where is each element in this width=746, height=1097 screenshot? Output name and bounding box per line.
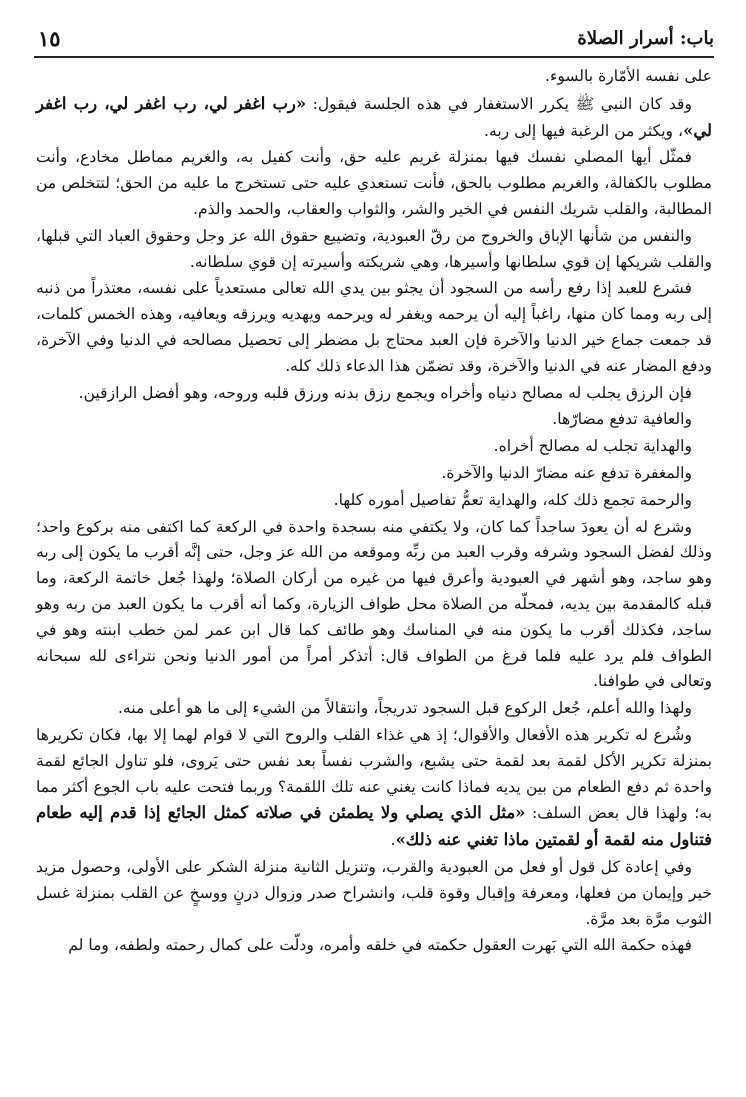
paragraph-text: والهداية تجلب له مصالح أخراه.: [493, 437, 692, 456]
paragraph: [36, 933, 712, 959]
paragraph-text: على نفسه الأمّارة بالسوء.: [545, 67, 712, 85]
paragraph-text: فهذه حكمة الله التي بَهرت العقول حكمته في خلقه وأمره، ودلّت على كمال رحمته ولطفه، وما لم: [68, 936, 692, 955]
paragraph: [36, 381, 712, 407]
paragraph: [36, 407, 712, 433]
paragraph: [36, 696, 712, 722]
page-number: ١٥: [38, 26, 61, 51]
paragraph: [36, 515, 712, 696]
paragraph-text: فإن الرزق يجلب له مصالح دنياه وأخراه ويجمع رزق بدنه ورزق قلبه وروحه، وهو أفضل الرازقين.: [78, 383, 692, 402]
paragraph-text: وفي إعادة كل قول أو فعل من العبودية والقرب، وتنزيل الثانية منزلة الشكر على الأولى، وحصول مزيد خير وإيمان من فعلها، ومعرفة وإقبال وقوة قلب، وانشراح صدر وزوال درنٍ ووسخٍ عن القلب بمنزلة غسل الثوب مرَّة بعد مرَّة.: [36, 857, 712, 928]
paragraph: [36, 434, 712, 460]
page-header: [34, 26, 714, 58]
paragraph-text: .: [390, 831, 396, 850]
paragraph: [36, 91, 712, 145]
page-body: [36, 64, 712, 1083]
hadith-quote: «رب اغفر لي، رب اغفر لي، رب اغفر لي»: [36, 93, 712, 140]
salaf-quote: «مثل الذي يصلي ولا يطمئن في صلاته كمثل الجائع إذا قدم إليه طعام فتناول منه لقمة أو لقمتين ماذا تغني عنه ذلك»: [36, 803, 712, 850]
chapter-title: باب: أسرار الصلاة: [577, 28, 714, 49]
paragraph: [36, 461, 712, 487]
paragraph: [36, 145, 712, 222]
paragraph-text: ولهذا والله أعلم، جُعل الركوع قبل السجود تدريجاً، وانتقالاً من الشيء إلى ما هو أعلى منه.: [117, 699, 692, 718]
paragraph-text: ، ويكثر من الرغبة فيها إلى ربه.: [484, 121, 684, 140]
paragraph: [36, 855, 712, 932]
paragraph: [36, 224, 712, 276]
paragraph-text: فمثّل أيها المصلي نفسك فيها بمنزلة غريم عليه حق، وأنت كفيل به، والغريم مماطل مخادع، وأنت مطلوب بالكفالة، والغريم مطلوب بالحق، فأنت تستعدي عليه حتى تستخرج ما عليه من الحق؛ لتتخلص من المطالبة، والقلب شريك النفس في الخير والشر، والثواب والعقاب، والحمد والذم.: [36, 148, 712, 218]
paragraph: [36, 64, 712, 90]
paragraph-text: والعافية تدفع مضارّها.: [552, 410, 692, 429]
paragraph-text: وقد كان النبي ﷺ يكرر الاستغفار في هذه الجلسة فيقول:: [306, 94, 692, 113]
paragraph-text: فشرع للعبد إذا رفع رأسه من السجود أن يجثو بين يدي الله تعالى مستعدياً على نفسه، معتذراً من ذنبه إلى ربه ومما كان منها، راغباً إليه أن يرحمه ويغفر له ويرحمه ويهديه ويرزقه ويعافيه، وهذه الخمس كلمات، قد جمعت جماع خير الدنيا والآخرة فإن العبد محتاج بل مضطر إلى تحصيل مصالحه في الدنيا وفي الآخرة، ودفع المضار عنه في الدنيا والآخرة، وقد تضمّن هذا الدعاء ذلك كله.: [36, 279, 712, 375]
paragraph-text: والنفس من شأنها الإباق والخروج من رقّ العبودية، وتضييع حقوق الله عز وجل وحقوق العباد التي قبلها، والقلب شريكها إن قوي سلطانها وأسيرها، وهي شريكته وأسيرته إن قوي سلطانه.: [36, 226, 712, 271]
paragraph: [36, 276, 712, 379]
paragraph-text: وشُرع له تكرير هذه الأفعال والأقوال؛ إذ هي غذاء القلب والروح التي لا قوام لهما إلا بها، فكان تكريرها بمنزلة تكرير الأكل لقمة بعد لقمة حتى يشبع، والشرب نفساً بعد نفس حتى يَروى، فلو تناول الجائع لقمة واحدة ثم دفع الطعام من بين يديه فماذا كانت يغني عنه تلك اللقمة؟ وربما فتحت عليه باب الجوع أكثر مما به؛ ولهذا قال بعض السلف:: [36, 725, 712, 823]
paragraph-text: وشرع له أن يعودَ ساجداً كما كان، ولا يكتفي منه بسجدة واحدة في الركعة كما اكتفى منه بركوع واحد؛ وذلك لفضل السجود وشرفه وقرب العبد من ربِّه وموقعه من الله عز وجل، حتى إنَّه أقرب ما يكون إلى ربه وهو ساجد، وهو أشهر في العبودية وأعرق فيها من غيره من أركان الصلاة؛ ولهذا جُعل خاتمة الركعة، وما قبله كالمقدمة بين يديه، فمحلّه من الصلاة محل طواف الزيارة، وكما أنه أقرب ما يكون العبد من ربه وهو ساجد، فكذلك أقرب ما يكون منه في المناسك وهو طائف كما قال ابن عمر لمن خطب ابنته وهو في الطواف فلم يرد عليه فلما فرغ من الطواف قال: أتذكر أمراً من أمور الدنيا ونحن نتراءى لله سبحانه وتعالى في طوافنا.: [36, 517, 712, 691]
paragraph: [36, 723, 712, 854]
paragraph-text: والرحمة تجمع ذلك كله، والهداية تعمُّ تفاصيل أموره كلها.: [333, 490, 692, 509]
paragraph-text: والمغفرة تدفع عنه مضارّ الدنيا والآخرة.: [441, 463, 692, 482]
paragraph: [36, 488, 712, 514]
